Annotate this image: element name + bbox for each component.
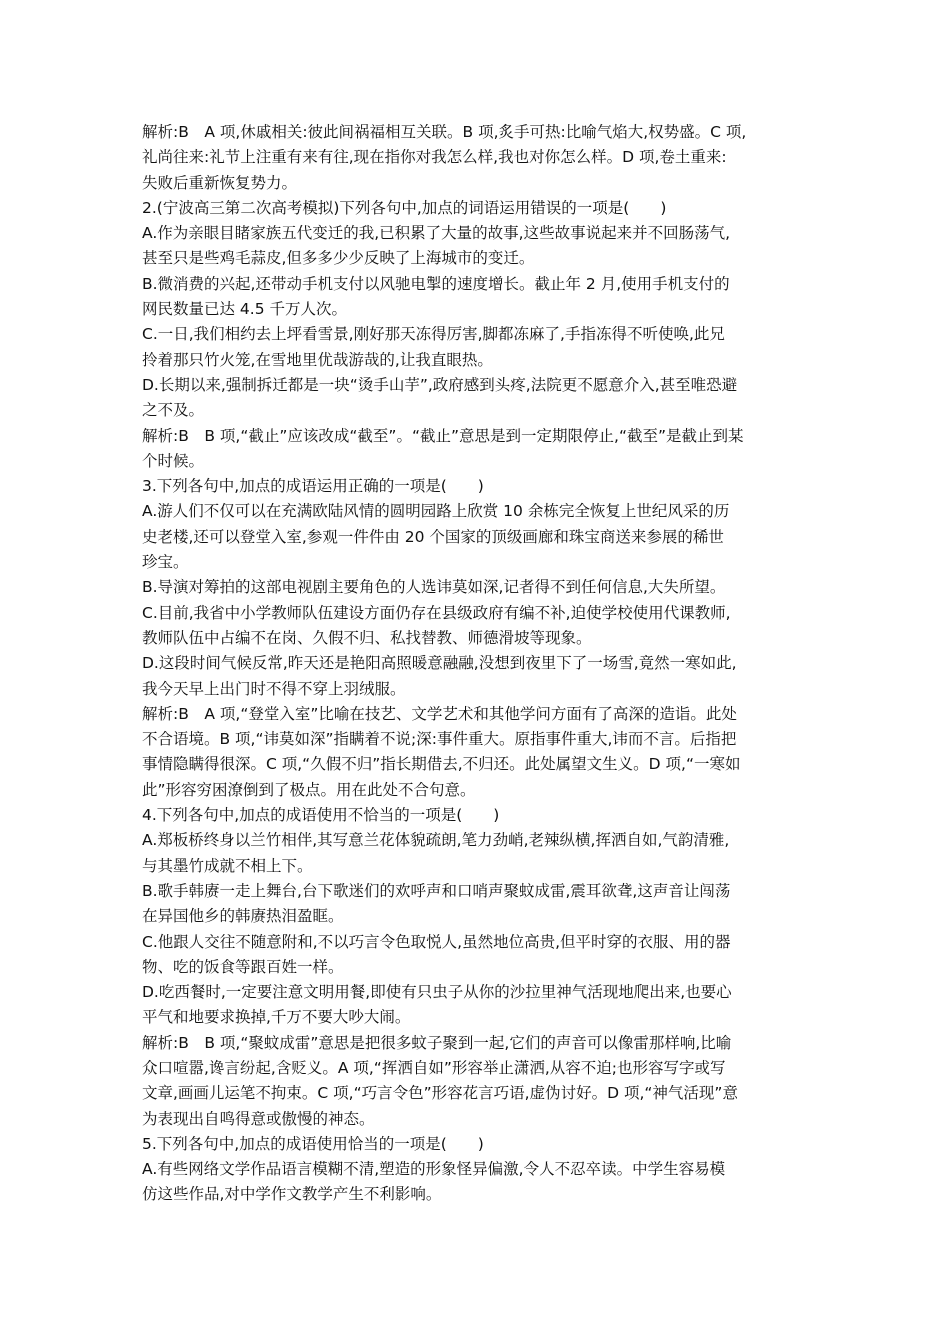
option-line: A.游人们不仅可以在充满欧陆风情的圆明园路上欣赏 10 余栋完全恢复上世纪风采的历: [142, 502, 730, 521]
analysis-line: 解析:B B 项,“聚蚊成雷”意思是把很多蚊子聚到一起,它们的声音可以像雷那样响,比喻: [142, 1033, 732, 1052]
option-line: D.吃西餐时,一定要注意文明用餐,即使有只虫子从你的沙拉里神气活现地爬出来,也要心: [142, 983, 732, 1002]
option-line: 拎着那只竹火笼,在雪地里优哉游哉的,让我直眼热。: [142, 350, 493, 369]
option-line: D.长期以来,强制拆迁都是一块“烫手山芋”,政府感到头疼,法院更不愿意介入,甚至唯恐避: [142, 375, 738, 394]
option-line: C.他跟人交往不随意附和,不以巧言令色取悦人,虽然地位高贵,但平时穿的衣服、用的器: [142, 932, 731, 951]
text-line: 礼尚往来:礼节上注重有来有往,现在指你对我怎么样,我也对你怎么样。D 项,卷土重来:: [142, 148, 727, 167]
option-line: 我今天早上出门时不得不穿上羽绒服。: [142, 679, 406, 698]
question-heading: 3.下列各句中,加点的成语运用正确的一项是( ): [142, 477, 484, 496]
analysis-line: 解析:B A 项,“登堂入室”比喻在技艺、文学艺术和其他学问方面有了高深的造诣。此处: [142, 704, 737, 723]
analysis-line: 众口喧嚣,谗言纷起,含贬义。A 项,“挥洒自如”形容举止潇洒,从容不迫;也形容写字或写: [142, 1058, 726, 1077]
option-line: A.郑板桥终身以兰竹相伴,其写意兰花体貌疏朗,笔力劲峭,老辣纵横,挥洒自如,气韵清雅,: [142, 831, 730, 850]
option-line: 平气和地要求换掉,千万不要大吵大闹。: [142, 1008, 411, 1027]
option-line: B.歌手韩赓一走上舞台,台下歌迷们的欢呼声和口哨声聚蚊成雷,震耳欲聋,这声音让闯荡: [142, 881, 731, 900]
analysis-line: 文章,画画儿运笔不拘束。C 项,“巧言令色”形容花言巧语,虚伪讨好。D 项,“神气活现”意: [142, 1084, 738, 1103]
analysis-line: 为表现出自鸣得意或傲慢的神态。: [142, 1109, 375, 1128]
option-line: 教师队伍中占编不在岗、久假不归、私找替教、师德滑坡等现象。: [142, 628, 592, 647]
question-heading: 4.下列各句中,加点的成语使用不恰当的一项是( ): [142, 806, 500, 825]
option-line: 史老楼,还可以登堂入室,参观一件件由 20 个国家的顶级画廊和珠宝商送来参展的稀世: [142, 527, 724, 546]
document-page: [142, 120, 822, 1208]
option-line: A.作为亲眼目睹家族五代变迁的我,已积累了大量的故事,这些故事说起来并不回肠荡气,: [142, 224, 731, 243]
analysis-line: 解析:B B 项,“截止”应该改成“截至”。“截止”意思是到一定期限停止,“截至”是截止到某: [142, 426, 744, 445]
text-line: 失败后重新恢复势力。: [142, 173, 298, 192]
option-line: A.有些网络文学作品语言模糊不清,塑造的形象怪异偏激,令人不忍卒读。中学生容易模: [142, 1160, 726, 1179]
analysis-line: 个时候。: [142, 451, 205, 470]
option-line: 之不及。: [142, 401, 205, 420]
question-heading: 2.(宁波高三第二次高考模拟)下列各句中,加点的词语运用错误的一项是( ): [142, 198, 667, 217]
option-line: 网民数量已达 4.5 千万人次。: [142, 300, 348, 319]
option-line: 与其墨竹成就不相上下。: [142, 856, 313, 875]
option-line: C.一日,我们相约去上坪看雪景,刚好那天冻得厉害,脚都冻麻了,手指冻得不听使唤,此兄: [142, 325, 725, 344]
option-line: B.导演对筹拍的这部电视剧主要角色的人选讳莫如深,记者得不到任何信息,大失所望。: [142, 578, 726, 597]
option-line: B.微消费的兴起,还带动手机支付以风驰电掣的速度增长。截止年 2 月,使用手机支付的: [142, 274, 730, 293]
option-line: C.目前,我省中小学教师队伍建设方面仍存在县级政府有编不补,迫使学校使用代课教师,: [142, 603, 731, 622]
analysis-line: 此”形容穷困潦倒到了极点。用在此处不合句意。: [142, 780, 476, 799]
option-line: 珍宝。: [142, 553, 189, 572]
question-heading: 5.下列各句中,加点的成语使用恰当的一项是( ): [142, 1134, 484, 1153]
option-line: 在异国他乡的韩赓热泪盈眶。: [142, 907, 344, 926]
analysis-line: 事情隐瞒得很深。C 项,“久假不归”指长期借去,不归还。此处属望文生义。D 项,“一寒如: [142, 755, 741, 774]
option-line: 甚至只是些鸡毛蒜皮,但多多少少反映了上海城市的变迁。: [142, 249, 535, 268]
text-line: 解析:B A 项,休戚相关:彼此间祸福相互关联。B 项,炙手可热:比喻气焰大,权势盛。C 项,: [142, 123, 747, 141]
option-line: 物、吃的饭食等跟百姓一样。: [142, 957, 344, 976]
analysis-line: 不合语境。B 项,“讳莫如深”指瞒着不说;深:事件重大。原指事件重大,讳而不言。后指把: [142, 730, 737, 749]
option-line: 仿这些作品,对中学作文教学产生不利影响。: [142, 1185, 442, 1204]
option-line: D.这段时间气候反常,昨天还是艳阳高照暖意融融,没想到夜里下了一场雪,竟然一寒如此,: [142, 654, 737, 673]
